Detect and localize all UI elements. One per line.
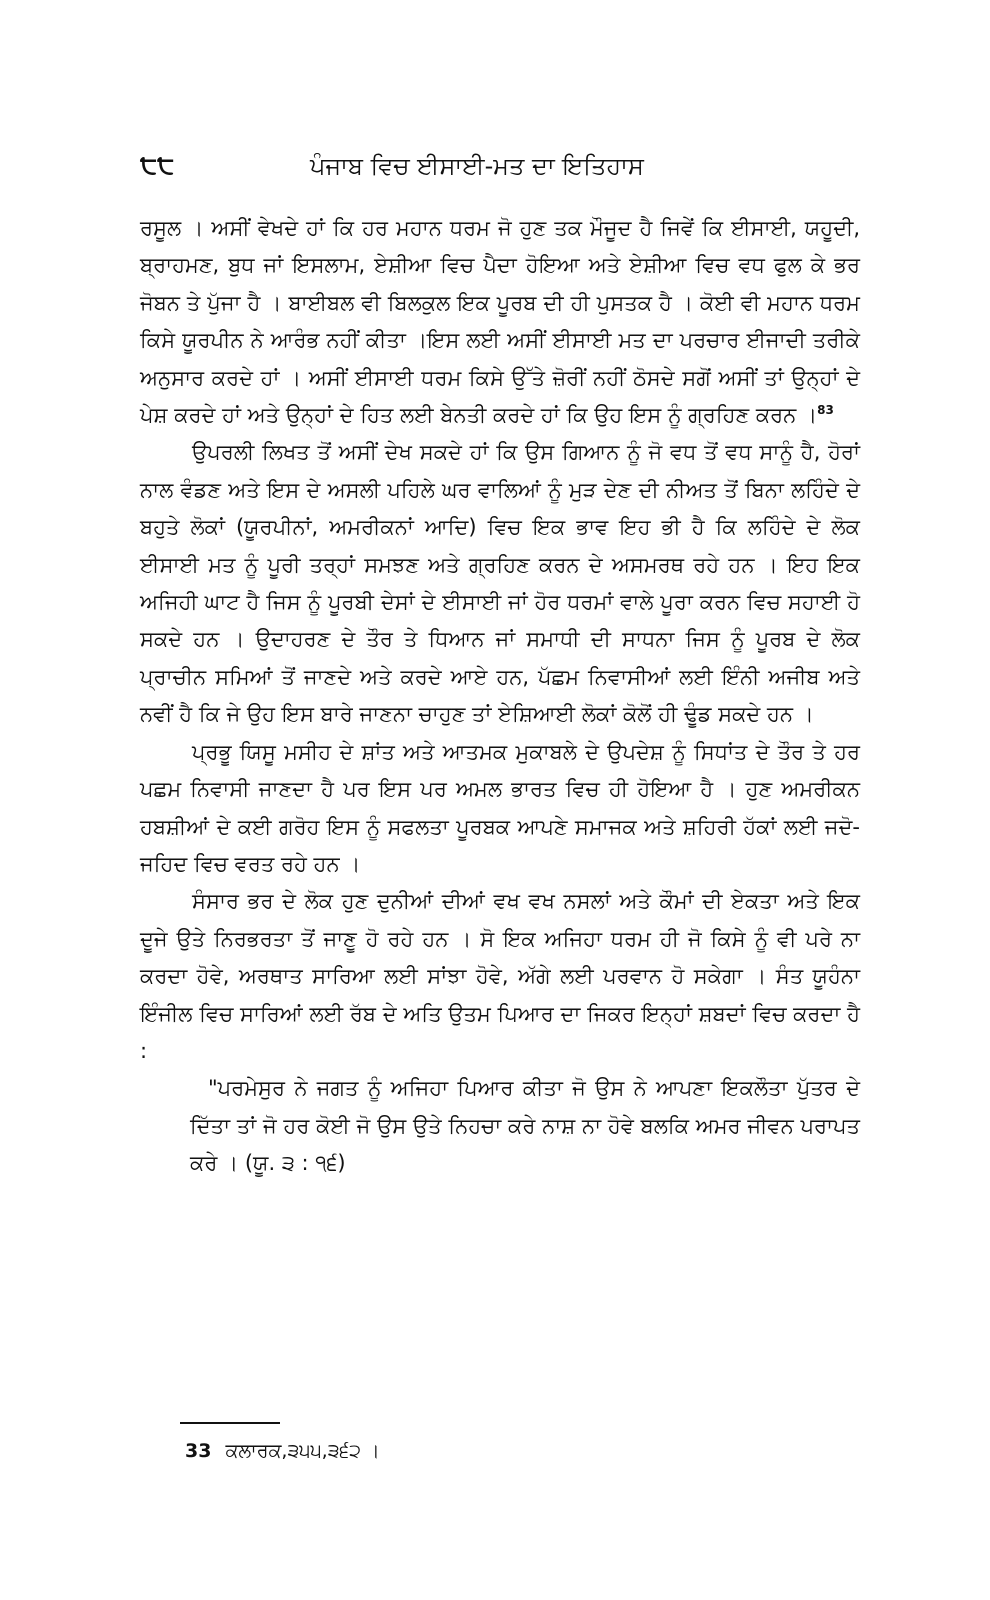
paragraph [140,434,860,733]
page-header [140,150,860,190]
paragraph [140,734,860,884]
running-title: ਪੰਜਾਬ ਵਿਚ ਈਸਾਈ-ਮਤ ਦਾ ਇਤਿਹਾਸ [310,152,644,180]
footnote-reference: 83 [817,403,834,418]
page-number: ੮੮ [140,150,175,180]
paragraph-text: ਸੰਸਾਰ ਭਰ ਦੇ ਲੋਕ ਹੁਣ ਦੁਨੀਆਂ ਦੀਆਂ ਵਖ ਵਖ ਨਸਲਾਂ ਅਤੇ ਕੌਮਾਂ ਦੀ ਏਕਤਾ ਅਤੇ ਇਕ ਦੂਜੇ ਉਤੇ ਨਿਰਭਰਤਾ ਤੋਂ ਜਾਣੂ ਹੋ ਰਹੇ ਹਨ । ਸੋ ਇਕ ਅਜਿਹਾ ਧਰਮ ਹੀ ਜੋ ਕਿਸੇ ਨੂੰ ਵੀ ਪਰੇ ਨਾ ਕਰਦਾ ਹੋਵੇ, ਅਰਥਾਤ ਸਾਰਿਆ ਲਈ ਸਾਂਝਾ ਹੋਵੇ, ਅੱਗੇ ਲਈ ਪਰਵਾਨ ਹੋ ਸਕੇਗਾ । ਸੰਤ ਯੂਹੰਨਾ ਇੰਜੀਲ ਵਿਚ ਸਾਰਿਆਂ ਲਈ ਰੱਬ ਦੇ ਅਤਿ ਉਤਮ ਪਿਆਰ ਦਾ ਜਿਕਰ ਇਨ੍ਹਾਂ ਸ਼ਬਦਾਂ ਵਿਚ ਕਰਦਾ ਹੈ : [140,889,860,1063]
footnote-divider [180,1422,280,1424]
footnote-text: ਕਲਾਰਕ,੩੫੫,੩੬੨ । [225,1440,380,1462]
footnote-number: 33 [185,1440,212,1462]
paragraph-text: ਉਪਰਲੀ ਲਿਖਤ ਤੋਂ ਅਸੀਂ ਦੇਖ ਸਕਦੇ ਹਾਂ ਕਿ ਉਸ ਗਿਆਨ ਨੂੰ ਜੋ ਵਧ ਤੋਂ ਵਧ ਸਾਨੂੰ ਹੈ, ਹੋਰਾਂ ਨਾਲ ਵੰਡਣ ਅਤੇ ਇਸ ਦੇ ਅਸਲੀ ਪਹਿਲੇ ਘਰ ਵਾਲਿਆਂ ਨੂੰ ਮੁੜ ਦੇਣ ਦੀ ਨੀਅਤ ਤੋਂ ਬਿਨਾ ਲਹਿੰਦੇ ਦੇ ਬਹੁਤੇ ਲੋਕਾਂ (ਯੂਰਪੀਨਾਂ, ਅਮਰੀਕਨਾਂ ਆਦਿ) ਵਿਚ ਇਕ ਭਾਵ ਇਹ ਭੀ ਹੈ ਕਿ ਲਹਿੰਦੇ ਦੇ ਲੋਕ ਈਸਾਈ ਮਤ ਨੂੰ ਪੂਰੀ ਤਰ੍ਹਾਂ ਸਮਝਣ ਅਤੇ ਗ੍ਰਹਿਣ ਕਰਨ ਦੇ ਅਸਮਰਥ ਰਹੇ ਹਨ । ਇਹ ਇਕ ਅਜਿਹੀ ਘਾਟ ਹੈ ਜਿਸ ਨੂੰ ਪੂਰਬੀ ਦੇਸਾਂ ਦੇ ਈਸਾਈ ਜਾਂ ਹੋਰ ਧਰਮਾਂ ਵਾਲੇ ਪੂਰਾ ਕਰਨ ਵਿਚ ਸਹਾਈ ਹੋ ਸਕਦੇ ਹਨ । ਉਦਾਹਰਣ ਦੇ ਤੌਰ ਤੇ ਧਿਆਨ ਜਾਂ ਸਮਾਧੀ ਦੀ ਸਾਧਨਾ ਜਿਸ ਨੂੰ ਪੂਰਬ ਦੇ ਲੋਕ ਪ੍ਰਾਚੀਨ ਸਮਿਆਂ ਤੋਂ ਜਾਣਦੇ ਅਤੇ ਕਰਦੇ ਆਏ ਹਨ, ਪੱਛਮ ਨਿਵਾਸੀਆਂ ਲਈ ਇੰਨੀ ਅਜੀਬ ਅਤੇ ਨਵੀਂ ਹੈ ਕਿ ਜੇ ਉਹ ਇਸ ਬਾਰੇ ਜਾਣਨਾ ਚਾਹੁਣ ਤਾਂ ਏਸ਼ਿਆਈ ਲੋਕਾਂ ਕੋਲੋਂ ਹੀ ਢੂੰਡ ਸਕਦੇ ਹਨ । [140,440,860,727]
paragraph-text: ਪ੍ਰਭੂ ਯਿਸੂ ਮਸੀਹ ਦੇ ਸ਼ਾਂਤ ਅਤੇ ਆਤਮਕ ਮੁਕਾਬਲੇ ਦੇ ਉਪਦੇਸ਼ ਨੂੰ ਸਿਧਾਂਤ ਦੇ ਤੌਰ ਤੇ ਹਰ ਪਛਮ ਨਿਵਾਸੀ ਜਾਣਦਾ ਹੈ ਪਰ ਇਸ ਪਰ ਅਮਲ ਭਾਰਤ ਵਿਚ ਹੀ ਹੋਇਆ ਹੈ । ਹੁਣ ਅਮਰੀਕਨ ਹਬਸ਼ੀਆਂ ਦੇ ਕਈ ਗਰੋਹ ਇਸ ਨੂੰ ਸਫਲਤਾ ਪੂਰਬਕ ਆਪਣੇ ਸਮਾਜਕ ਅਤੇ ਸ਼ਹਿਰੀ ਹੱਕਾਂ ਲਈ ਜਦੋ-ਜਹਿਦ ਵਿਚ ਵਰਤ ਰਹੇ ਹਨ । [140,739,860,876]
scripture-quote: "ਪਰਮੇਸੁਰ ਨੇ ਜਗਤ ਨੂੰ ਅਜਿਹਾ ਪਿਆਰ ਕੀਤਾ ਜੋ ਉਸ ਨੇ ਆਪਣਾ ਇਕਲੌਤਾ ਪੁੱਤਰ ਦੇ ਦਿੱਤਾ ਤਾਂ ਜੋ ਹਰ ਕੋਈ ਜੋ ਉਸ ਉਤੇ ਨਿਹਚਾ ਕਰੇ ਨਾਸ਼ ਨਾ ਹੋਵੇ ਬਲਕਿ ਅਮਰ ਜੀਵਨ ਪਰਾਪਤ ਕਰੇ । (ਯੂ. ੩ : ੧੬) [190,1076,860,1176]
body-text [140,210,860,1183]
paragraph [140,883,860,1070]
paragraph [140,210,860,434]
paragraph-text: ਰਸੂਲ । ਅਸੀਂ ਵੇਖਦੇ ਹਾਂ ਕਿ ਹਰ ਮਹਾਨ ਧਰਮ ਜੋ ਹੁਣ ਤਕ ਮੌਜੂਦ ਹੈ ਜਿਵੇਂ ਕਿ ਈਸਾਈ, ਯਹੂਦੀ, ਬ੍ਰਾਹਮਣ, ਬੁਧ ਜਾਂ ਇਸਲਾਮ, ਏਸ਼ੀਆ ਵਿਚ ਪੈਦਾ ਹੋਇਆ ਅਤੇ ਏਸ਼ੀਆ ਵਿਚ ਵਧ ਫੁਲ ਕੇ ਭਰ ਜੋਬਨ ਤੇ ਪੁੱਜਾ ਹੈ । ਬਾਈਬਲ ਵੀ ਬਿਲਕੁਲ ਇਕ ਪੂਰਬ ਦੀ ਹੀ ਪੁਸਤਕ ਹੈ । ਕੋਈ ਵੀ ਮਹਾਨ ਧਰਮ ਕਿਸੇ ਯੂਰਪੀਨ ਨੇ ਆਰੰਭ ਨਹੀਂ ਕੀਤਾ ।ਇਸ ਲਈ ਅਸੀਂ ਈਸਾਈ ਮਤ ਦਾ ਪਰਚਾਰ ਈਜਾਦੀ ਤਰੀਕੇ ਅਨੁਸਾਰ ਕਰਦੇ ਹਾਂ । ਅਸੀਂ ਈਸਾਈ ਧਰਮ ਕਿਸੇ ਉੱਤੇ ਜ਼ੋਰੀਂ ਨਹੀਂ ਠੋਸਦੇ ਸਗੋਂ ਅਸੀਂ ਤਾਂ ਉਨ੍ਹਾਂ ਦੇ ਪੇਸ਼ ਕਰਦੇ ਹਾਂ ਅਤੇ ਉਨ੍ਹਾਂ ਦੇ ਹਿਤ ਲਈ ਬੇਨਤੀ ਕਰਦੇ ਹਾਂ ਕਿ ਉਹ ਇਸ ਨੂੰ ਗ੍ਰਹਿਣ ਕਰਨ । [140,216,860,428]
footnote [185,1440,380,1462]
